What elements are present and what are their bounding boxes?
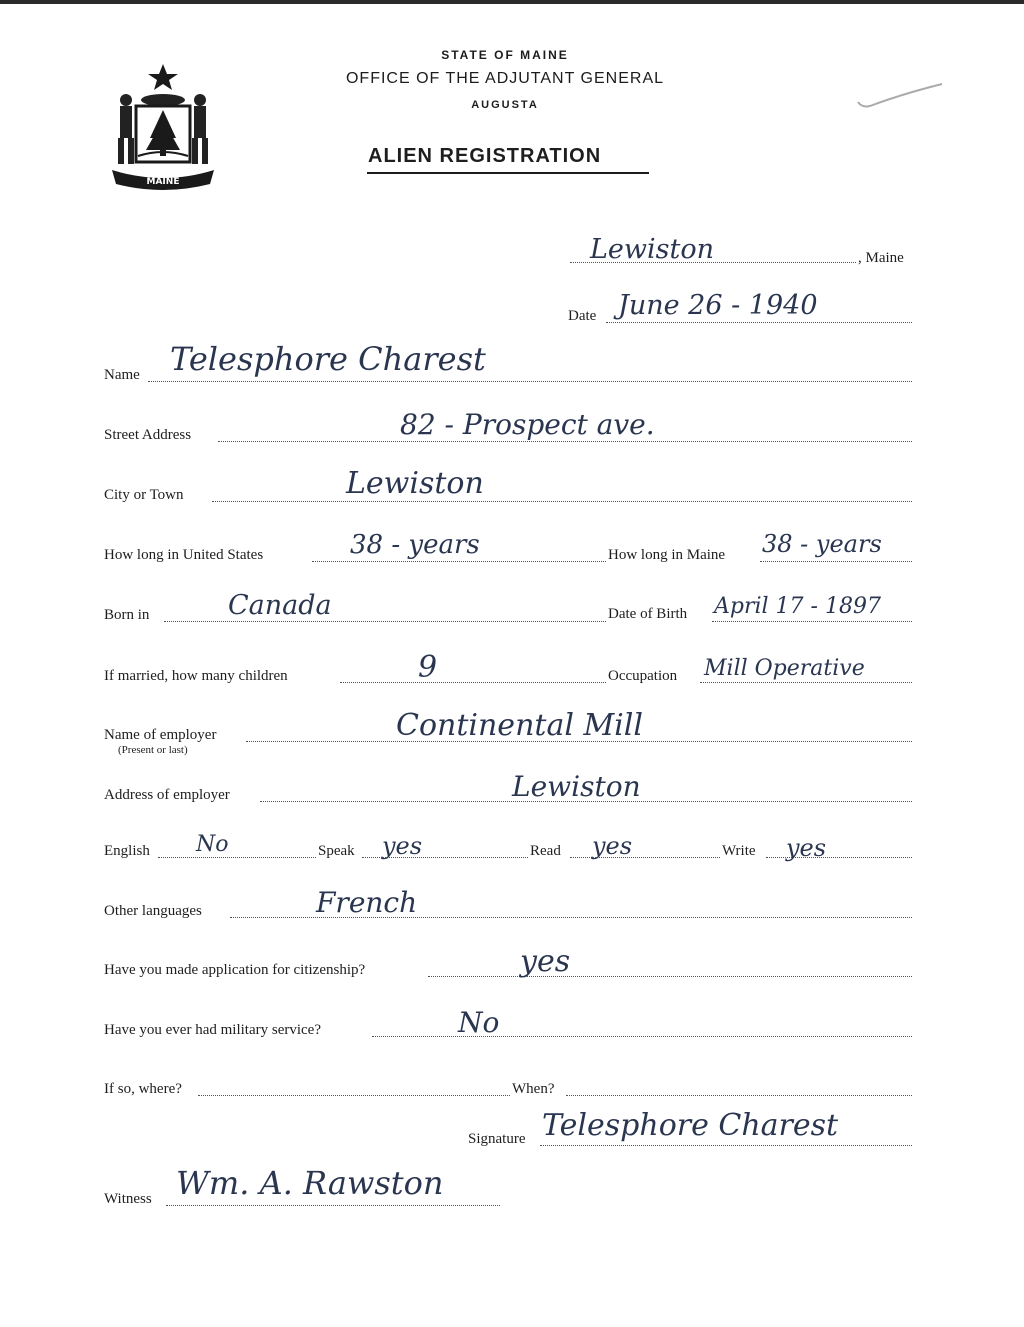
how-long-maine-value[interactable]: 38 - years (762, 530, 882, 558)
read-label: Read (530, 843, 561, 859)
children-value[interactable]: 9 (418, 650, 438, 685)
write-label: Write (722, 843, 756, 859)
english-label: English (104, 843, 150, 859)
witness-value[interactable]: Wm. A. Rawston (176, 1164, 444, 1202)
name-value[interactable]: Telesphore Charest (170, 340, 486, 378)
citizenship-label: Have you made application for citizenship? (104, 962, 366, 978)
born-in-value[interactable]: Canada (228, 590, 332, 621)
svg-text:MAINE: MAINE (146, 177, 180, 187)
how-long-us-value[interactable]: 38 - years (350, 530, 480, 560)
street-address-value[interactable]: 82 - Prospect ave. (400, 408, 655, 441)
military-label: Have you ever had military service? (104, 1022, 321, 1038)
how-long-us-label: How long in United States (104, 547, 264, 563)
street-address-line (218, 441, 912, 442)
born-in-label: Born in (104, 607, 150, 623)
occupation-value[interactable]: Mill Operative (704, 656, 865, 681)
header-city: AUGUSTA (471, 99, 539, 111)
page-top-border (0, 0, 1024, 4)
write-value[interactable]: yes (786, 834, 827, 862)
if-so-where-label: If so, where? (104, 1081, 182, 1097)
witness-line (166, 1205, 500, 1206)
name-line (148, 381, 912, 382)
speak-label: Speak (318, 843, 355, 859)
born-in-line (164, 621, 606, 622)
english-value[interactable]: No (196, 832, 229, 857)
date-line (606, 322, 912, 323)
other-languages-label: Other languages (104, 903, 202, 919)
employer-name-label: Name of employer (104, 727, 217, 743)
name-label: Name (104, 367, 140, 383)
town-value[interactable]: Lewiston (590, 234, 715, 265)
signature-label: Signature (468, 1131, 526, 1147)
how-long-us-line (312, 561, 606, 562)
how-long-maine-label: How long in Maine (608, 547, 726, 563)
city-label: City or Town (104, 487, 184, 503)
signature-value[interactable]: Telesphore Charest (542, 1108, 839, 1143)
form-title: ALIEN REGISTRATION (368, 145, 602, 167)
when-label: When? (512, 1081, 555, 1097)
check-mark-icon (852, 80, 952, 120)
signature-line (540, 1145, 912, 1146)
city-line (212, 501, 912, 502)
date-of-birth-line (712, 621, 912, 622)
how-long-maine-line (760, 561, 912, 562)
children-line (340, 682, 606, 683)
header-office: OFFICE OF THE ADJUTANT GENERAL (345, 70, 665, 87)
employer-name-value[interactable]: Continental Mill (396, 708, 643, 743)
occupation-line (700, 682, 912, 683)
street-address-label: Street Address (104, 427, 192, 443)
witness-label: Witness (104, 1191, 152, 1207)
employer-address-value[interactable]: Lewiston (512, 770, 641, 803)
read-value[interactable]: yes (592, 832, 633, 860)
date-of-birth-value[interactable]: April 17 - 1897 (714, 594, 881, 619)
date-of-birth-label: Date of Birth (608, 606, 688, 622)
speak-value[interactable]: yes (382, 832, 423, 860)
military-line (372, 1036, 912, 1037)
city-value[interactable]: Lewiston (346, 466, 484, 501)
header-state: STATE OF MAINE (441, 48, 569, 62)
other-languages-value[interactable]: French (316, 886, 418, 919)
form-title-underline (367, 172, 649, 174)
occupation-label: Occupation (608, 668, 678, 684)
maine-suffix-label: , Maine (858, 250, 904, 266)
military-value[interactable]: No (458, 1006, 500, 1039)
children-label: If married, how many children (104, 668, 288, 684)
english-line (158, 857, 316, 858)
date-value[interactable]: June 26 - 1940 (618, 290, 818, 321)
employer-address-label: Address of employer (104, 787, 230, 803)
when-line (566, 1095, 912, 1096)
if-so-where-line (198, 1095, 510, 1096)
employer-note-label: (Present or last) (118, 744, 188, 756)
citizenship-value[interactable]: yes (520, 944, 571, 979)
citizenship-line (428, 976, 912, 977)
date-label: Date (568, 308, 597, 324)
